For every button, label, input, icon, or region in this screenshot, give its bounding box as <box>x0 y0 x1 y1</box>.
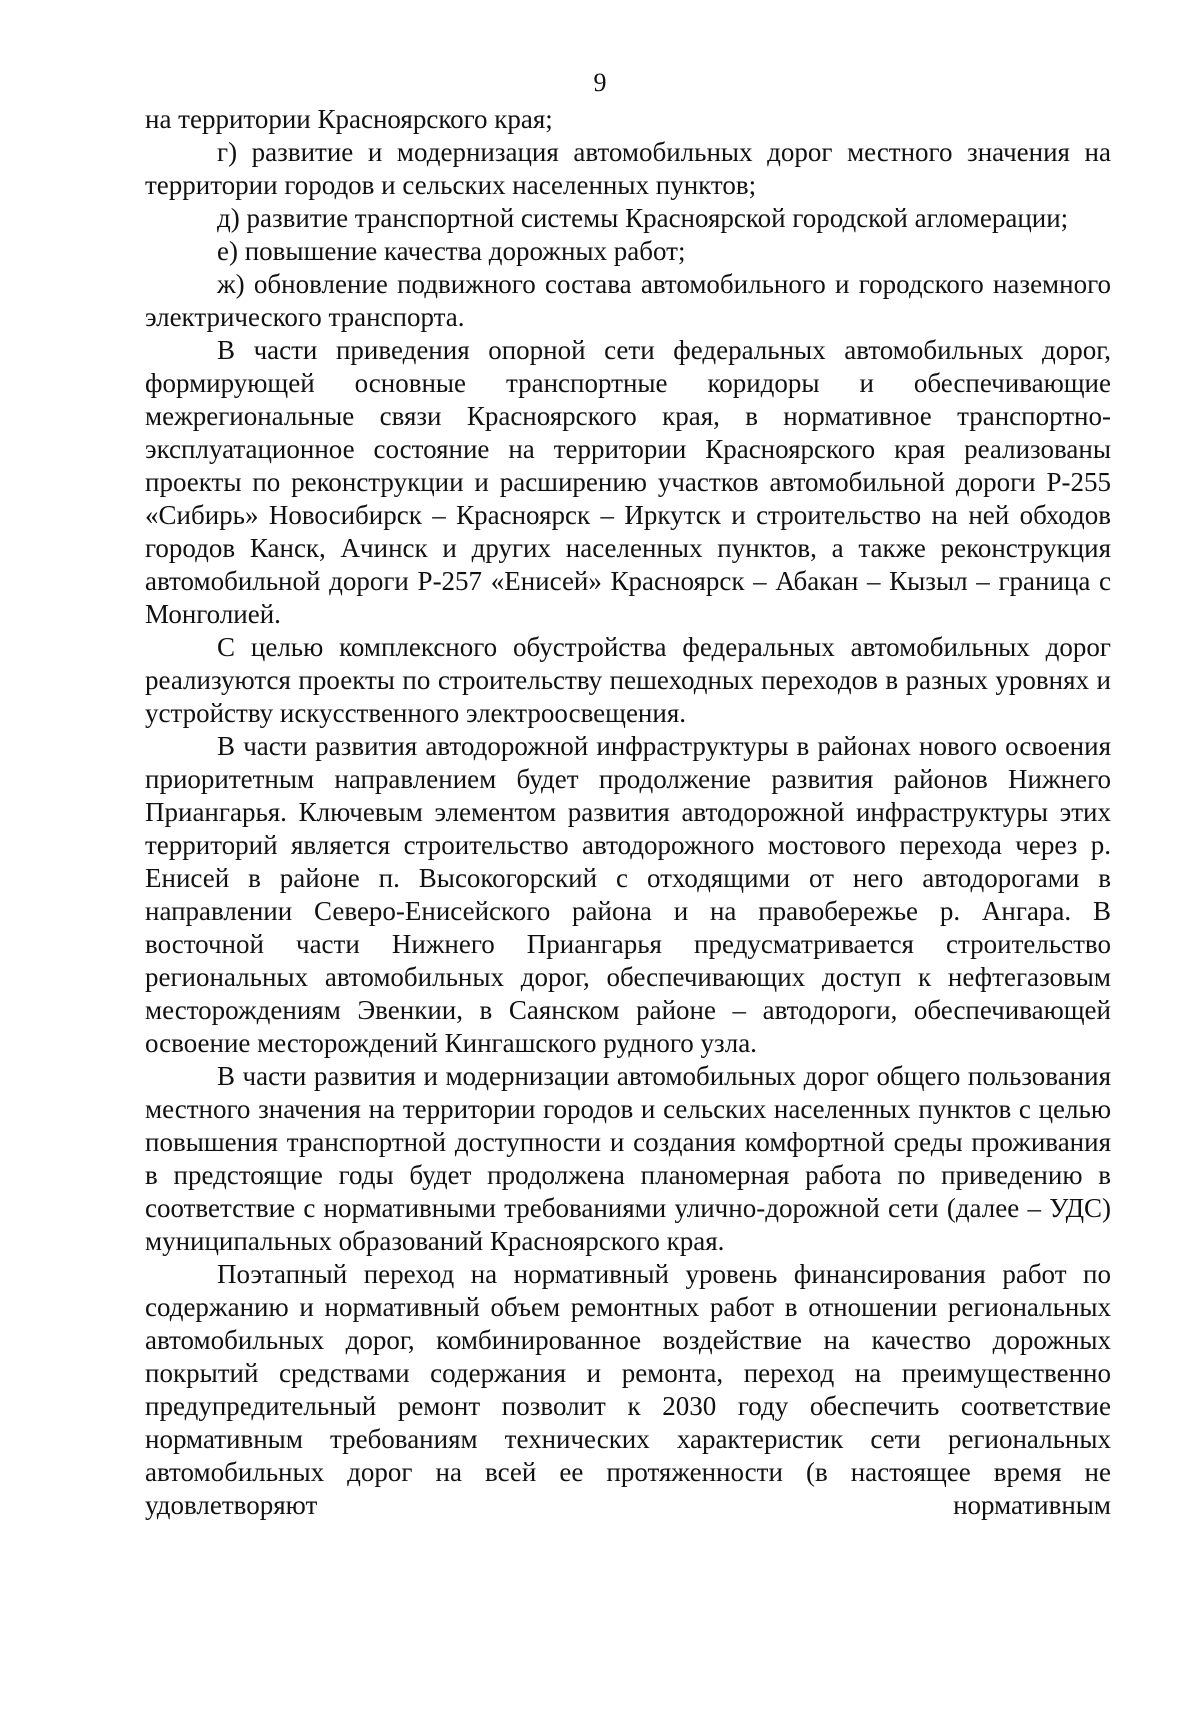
paragraph-financing: Поэтапный переход на нормативный уровень финансирования работ по содержанию и нормативный объем ремонтных работ в отношении региональных автомобильных дорог, комбинированное воздействие на качество дорожных покрытий средствами содержания и ремонта, переход на преимущественно предупредительный ремонт позволит к 2030 году обеспечить соответствие нормативным требованиям технических характеристик сети региональных автомобильных дорог на всей ее протяженности (в настоящее время не удовлетворяют нормативным <box>145 1259 1111 1520</box>
list-item-g: г) развитие и модернизация автомобильных дорог местного значения на территории городов и сельских населенных пунктов; <box>145 137 1111 200</box>
paragraph-local-roads: В части развития и модернизации автомобильных дорог общего пользования местного значения на территории городов и сельских населенных пунктов с целью повышения транспортной доступности и создания комфортной среды проживания в предстоящие годы будет продолжена планомерная работа по приведению в соответствие с нормативными требованиями улично-дорожной сети (далее – УДС) муниципальных образований Красноярского края. <box>145 1061 1111 1256</box>
document-body <box>145 103 1111 1522</box>
paragraph-new-areas: В части развития автодорожной инфраструктуры в районах нового освоения приоритетным направлением будет продолжение развития районов Нижнего Приангарья. Ключевым элементом развития автодорожной инфраструктуры этих территорий является строительство автодорожного мостового перехода через р. Енисей в районе п. Высокогорский с отходящими от него автодорогами в направлении Северо-Енисейского района и на правобережье р. Ангара. В восточной части Нижнего Приангарья предусматривается строительство региональных автомобильных дорог, обеспечивающих доступ к нефтегазовым месторождениям Эвенкии, в Саянском районе – автодороги, обеспечивающей освоение месторождений Кингашского рудного узла. <box>145 731 1111 1058</box>
list-item-d: д) развитие транспортной системы Красноярской городской агломерации; <box>217 203 1069 233</box>
paragraph-federal-roads: В части приведения опорной сети федеральных автомобильных дорог, формирующей основные транспортные коридоры и обеспечивающие межрегиональные связи Красноярского края, в нормативное транспортно-эксплуатационное состояние на территории Красноярского края реализованы проекты по реконструкции и расширению участков автомобильной дороги Р-255 «Сибирь» Новосибирск – Красноярск – Иркутск и строительство на ней обходов городов Канск, Ачинск и других населенных пунктов, а также реконструкция автомобильной дороги Р-257 «Енисей» Красноярск – Абакан – Кызыл – граница с Монголией. <box>145 335 1111 629</box>
paragraph-road-infrastructure: С целью комплексного обустройства федеральных автомобильных дорог реализуются проекты по строительству пешеходных переходов в разных уровнях и устройству искусственного электроосвещения. <box>145 632 1111 728</box>
paragraph-continuation: на территории Красноярского края; <box>145 104 553 134</box>
list-item-e: е) повышение качества дорожных работ; <box>217 236 686 266</box>
list-item-zh: ж) обновление подвижного состава автомобильного и городского наземного электрического транспорта. <box>145 269 1111 332</box>
page-number: 9 <box>593 68 607 97</box>
